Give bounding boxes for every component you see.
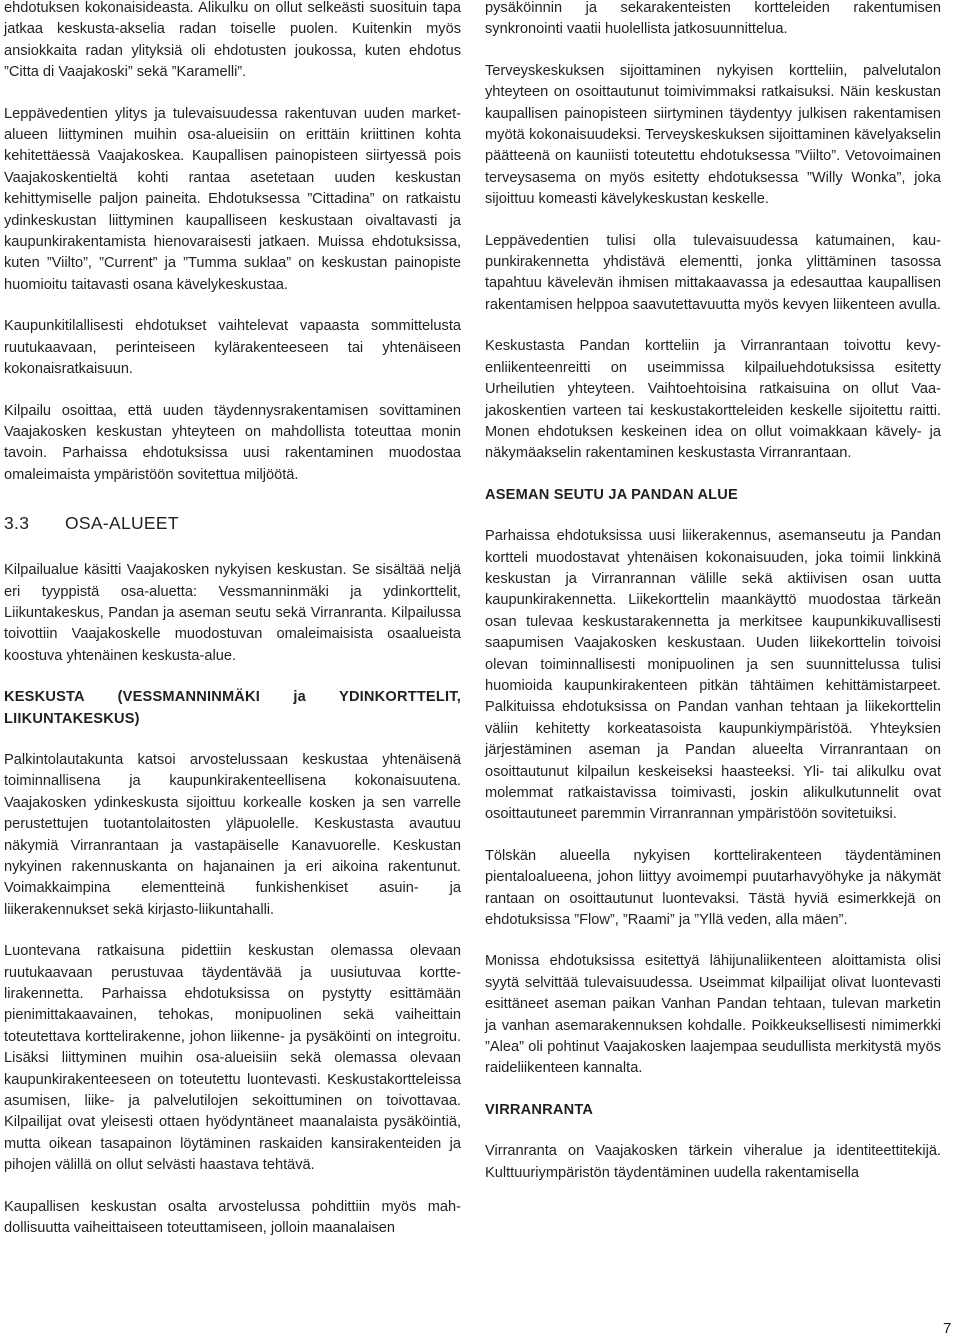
paragraph-tolska: Tölskän alueella nykyisen korttelirakenteen täydentäminen pientaloalueena, johon liittyy avoimempi puutarhavyöhyke ja näkymät rantaan on osoittautunut luontevaksi. Tästä hyviä esimerkkejä on ehdotuksissa ”Flow”, ”Raami” ja ”Yllä veden, alla mäen”. — [485, 847, 941, 929]
section-title: OSA-ALUEET — [65, 513, 179, 534]
section-heading — [4, 512, 461, 534]
left-column — [4, 0, 461, 1260]
right-column — [485, 0, 941, 1204]
paragraph-kaupallisen: Kaupallisen keskustan osalta arvostelussa pohdittiin myös mahdollisuutta vaiheittaiseen toteuttamiseen, jolloin maanalaisen — [4, 1198, 461, 1237]
paragraph-liikerakennus: Parhaissa ehdotuksissa uusi liikerakennus, asemanseutu ja Pandan kortteli muodostavat yhtenäisen kokonaisuuden, joka toimii linkkinä keskustan ja Virranrannan välille sekä aktiivisen osan uutta kaupunkirakennetta. Liikekorttelin maankäyttö muodostaa tärkeän osan tulevaa keskustarakennetta ja merkitsee kaupunkikuvallisesti saapumisen Vaajakosken keskustaan. Uuden liikekorttelin toivoisi olevan toiminnallisesti monipuolinen ja sen suunnittelussa tulisi huomioida kaupunkirakenteen pitkän tähtäimen kehittämistarpeet. Palkituissa ehdotuksissa on Pandan vanhan tehtaan ja liikekorttelin väliin kehitetty korkeatasoista kaupunkiympäristöä. Yhteyksien järjestäminen aseman ja Pandan alueelta Virranrantaan on osoittautunut kilpailun keskeiseksi haasteeksi. Yli- tai alikulku ovat molemmat ratkaistavissa toimivasti, joskin alikulkutunnelit ovat osoittautuneet paremmin Virranrannan ympäristöön sovitetuiksi. — [485, 528, 941, 823]
paragraph-alikulku: ehdotuksen kokonaisideasta. Alikulku on ollut selkeästi suosituin tapa jatkaa keskusta-akselia radan toiselle puolen. Kuitenkin myös ansiokkaita radan ylityksiä oli ehdotusten joukossa, kuten ehdotus ”Citta di Vaajakoski” sekä ”Karamelli”. — [4, 0, 461, 81]
paragraph-pysakointi: pysäköinnin ja sekarakenteisten kortteleiden rakentumisen synkronointi vaatii huolellista jatkosuunnittelua. — [485, 0, 941, 38]
paragraph-lahijuna: Monissa ehdotuksissa esitettyä lähijunaliikenteen aloittamista olisi syytä selvittää tulevaisuudessa. Useimmat kilpailijat olivat luontevasti esittäneet aseman paikan Vanhan Pandan tehtaan, tulevan marketin ja vanhan asemarakennuksen kohdalle. Poikkeuksellisesti nimimerkki ”Alea” oli pohtinut Vaajakosken laajempaa seudullista merkitystä myös raideliikenteen kannalta. — [485, 953, 941, 1077]
section-number: 3.3 — [4, 513, 30, 534]
subheading-virranranta: VIRRANRANTA — [485, 1101, 594, 1118]
paragraph-leppavedentie: Leppävedentien ylitys ja tulevaisuudessa rakentuvan uuden market-alueen liittyminen muihin osa-alueisiin on erittäin kriittinen kohta kehitettäessä Vaajakoskea. Kaupallisen painopisteen siirtyessä pois Vaajakoskentieltä kohti rantaa asetetaan uuden keskustan kehittymiselle paljon paineita. Ehdotuksessa ”Cittadina” on ratkaistu ydinkeskustan liittyminen kaupalliseen keskustaan oivaltavasti ja kaupunkirakentamista hienovaraisesti jatkaen. Muissa ehdotuksissa, kuten ”Viilto”, ”Current” ja ”Tumma suklaa” on keskustan painopiste huomioitu taitavasti osana kävelykeskustaa. — [4, 105, 461, 293]
subheading-keskusta: KESKUSTA (VESSMANNINMÄKI ja YDINKORTTELIT, LIIKUNTAKESKUS) — [4, 689, 461, 727]
paragraph-terveyskeskus: Terveyskeskuksen sijoittaminen nykyisen kortteliin, palvelutalon yhteyteen on osoittautunut toimivimmaksi ratkaisuksi. Näin keskustan kaupallisen painopisteen siirtyminen täydentyy julkisen rakentamisen myötä kokonaisuudeksi. Terveyskeskuksen sijoittaminen kävelyakselin päätteenä on kauniisti toteutettu ehdotuksessa ”Viilto”. Vetovoimainen terveysasema on myös esitetty ehdotuksessa ”Willy Wonka”, joka sijoittuu komeasti kävelykeskustan keskelle. — [485, 62, 941, 208]
paragraph-kilpailu: Kilpailu osoittaa, että uuden täydennysrakentamisen sovittaminen Vaajakosken keskustan yhteyteen on mahdollista toteuttaa monin tavoin. Parhaissa ehdotuksissa uusi rakentaminen muodostaa omaleimaista ympäristöön sovitettua miljöötä. — [4, 402, 461, 483]
paragraph-kilpailualue: Kilpailualue käsitti Vaajakosken nykyisen keskustan. Se sisältää neljä eri tyyppistä osa-aluetta: Vessmanninmäki ja ydinkorttelit, Liikuntakeskus, Pandan ja aseman seutu sekä Virranranta. Kilpailussa toivottiin Vaajakoskelle muodostuvan omaleimaisista osaalueista koostuva yhtenäinen keskusta-alue. — [4, 562, 461, 664]
page-number: 7 — [943, 1320, 952, 1337]
paragraph-virranranta: Virranranta on Vaajakosken tärkein viheralue ja identiteettitekijä. Kulttuuriympäristön täydentäminen uudella rakentamisella — [485, 1143, 941, 1181]
paragraph-luontevana: Luontevana ratkaisuna pidettiin keskustan olemassa olevaan ruutukaavaan perustuvaa täydentävää ja uusiutuvaa korttelirakennetta. Parhaissa ehdotuksissa on pystytty esittämään pienimittakaavainen, tehokas, monipuolinen sekä vaiheittain toteutettava korttelirakenne, johon liikenne- ja pysäköinti on integroitu. Lisäksi liittyminen muihin osa-alueisiin sekä olemassa olevaan kaupunkirakenteeseen on toteutettu luontevasti. Keskustakortteleissa asumisen, liike- ja palvelutilojen sekoittuminen on toivottavaa. Kilpailijat ovat yleisesti ottaen hyödyntäneet maanalaista pysäköintiä, mutta oikean tasapainon löytäminen raskaiden kansirakenteiden ja pihojen välillä on ollut selvästi haastava tehtävä. — [4, 943, 461, 1174]
paragraph-palkintolautakunta: Palkintolautakunta katsoi arvostelussaan keskustaa yhtenäisenä toiminnallisena ja kaupunkirakenteellisena kokonaisuutena. Vaajakosken ydinkeskusta sijoittuu korkealle kosken ja sen varrelle perustettujen tuotantolaitosten yläpuolelle. Keskustasta avautuu näkymiä Virranrantaan ja vastapäiselle Kanavuorelle. Keskustan nykyinen rakennuskanta on hajanainen ja eri aikoina rakentunut. Voimakkaimpina elementteinä funkishenkiset asuin- ja liikerakennukset sekä kirjasto-liikuntahalli. — [4, 751, 461, 918]
paragraph-leppavedentie-katu: Leppävedentien tulisi olla tulevaisuudessa katumainen, kaupunkirakennetta yhdistävä elementti, jonka ylittäminen tasossa tapahtuu kävelevän ihmisen mittakaavassa ja edesauttaa kaupallisen rakentamisen helppoa saavutettavuutta myös kevyen liikenteen avulla. — [485, 232, 941, 313]
paragraph-kaupunkitila: Kaupunkitilallisesti ehdotukset vaihtelevat vapaasta sommittelusta ruutukaavaan, perinteiseen kylärakenteeseen tai yhtenäiseen kokonaisratkaisuun. — [4, 318, 461, 378]
subheading-aseman-seutu: ASEMAN SEUTU JA PANDAN ALUE — [485, 486, 738, 503]
paragraph-kevyenliikenne: Keskustasta Pandan kortteliin ja Virranrantaan toivottu kevyenliikenteenreitti on useimmissa kilpailuehdotuksissa esitetty Urheilutien yhteyteen. Vaihtoehtoisina ratkaisuina on ollut Vaajakoskentien varteen tai keskustakortteleiden keskelle sijoitettu raitti. Monen ehdotuksen keskeinen idea on ollut voimakkaan kävely- ja näkymäakselin rakentaminen keskustasta Virranrantaan. — [485, 338, 941, 462]
